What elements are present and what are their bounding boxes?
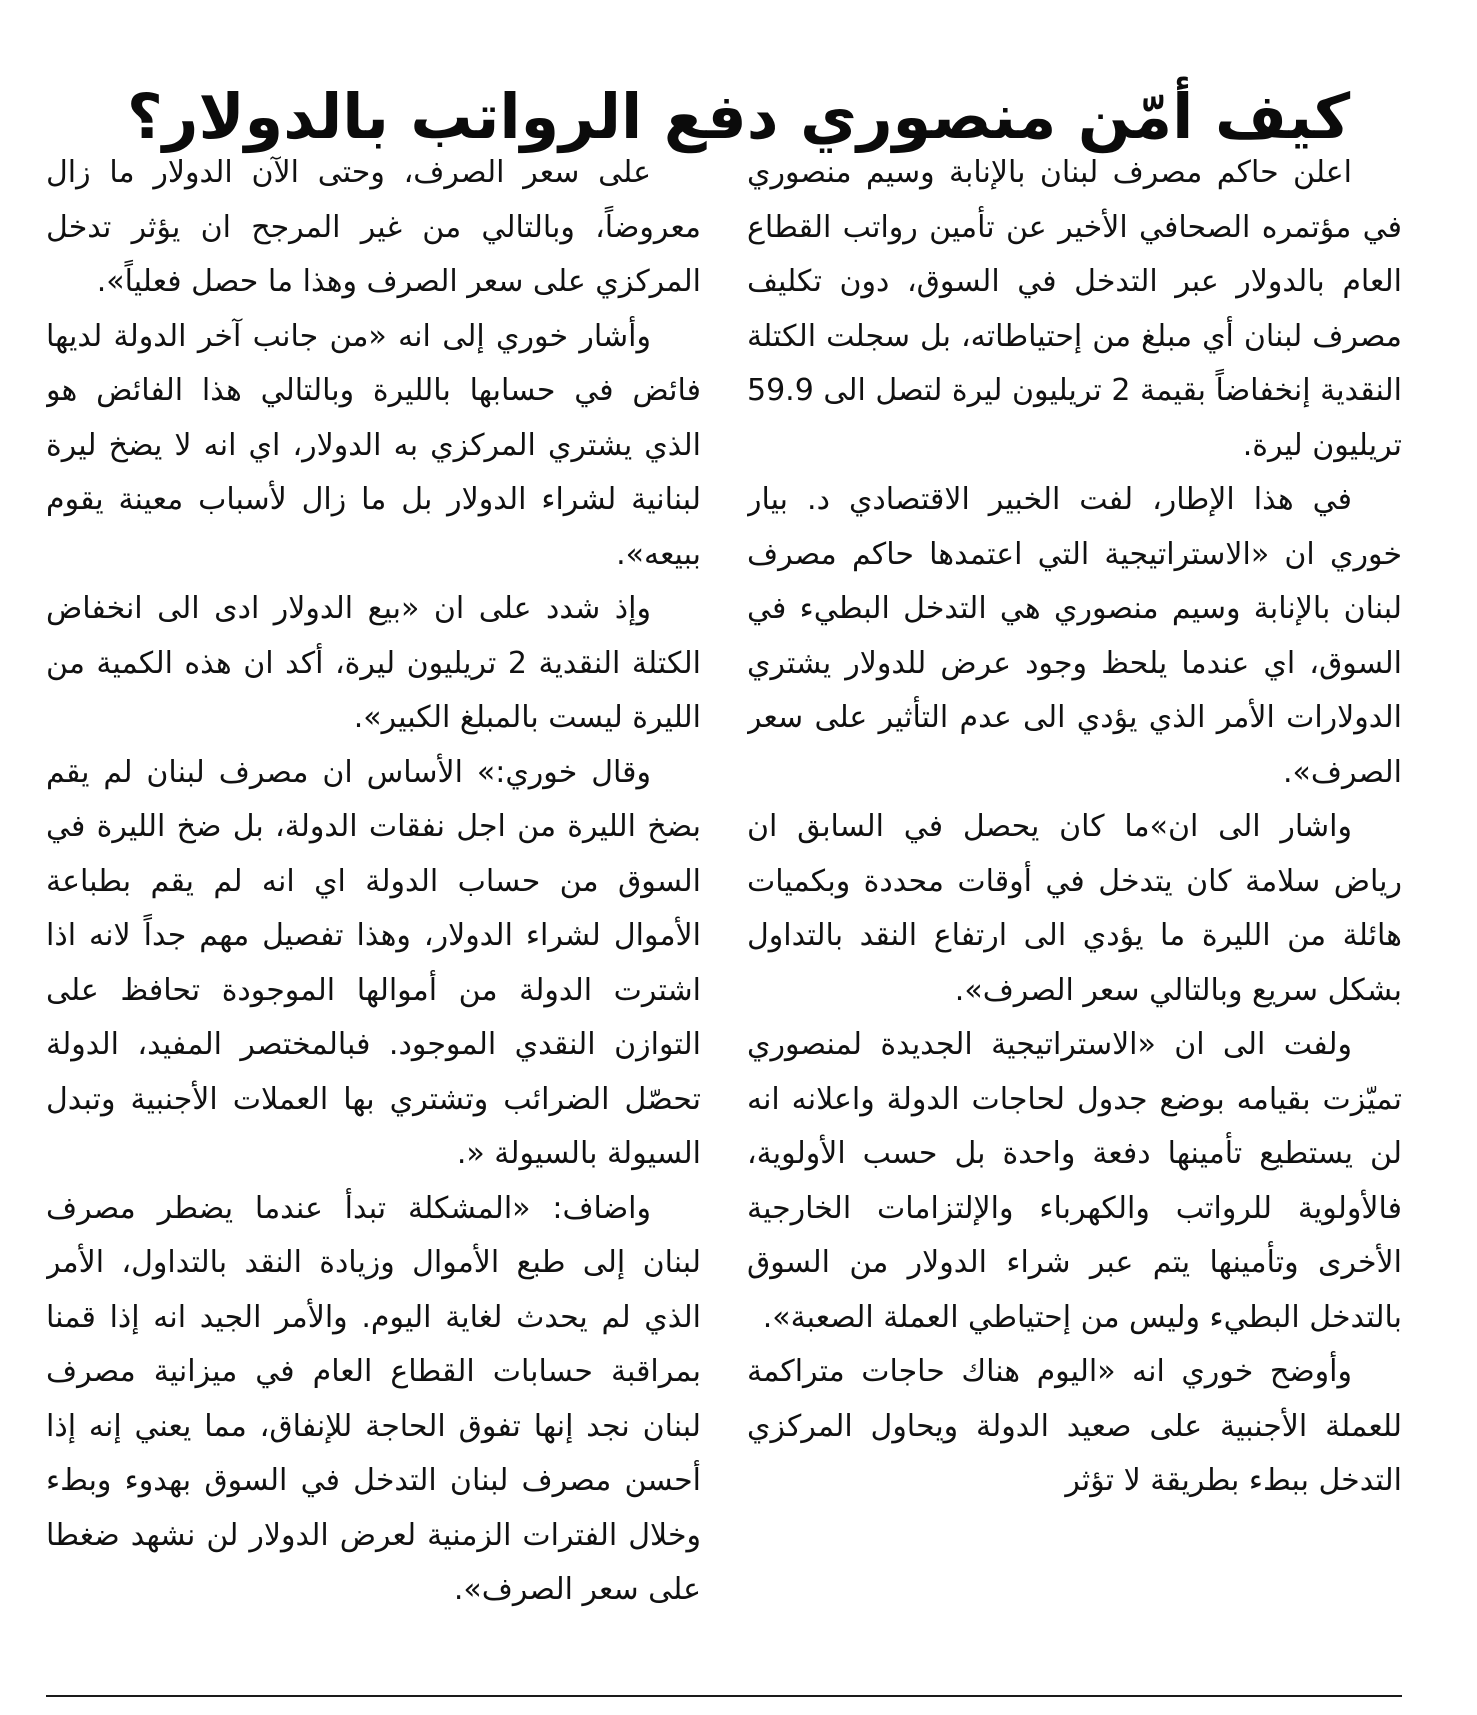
article-headline: كيف أمّن منصوري دفع الرواتب بالدولار؟ [126, 79, 1351, 153]
bottom-divider [46, 1695, 1402, 1697]
right-column [747, 146, 1402, 1666]
paragraph: على سعر الصرف، وحتى الآن الدولار ما زال معروضاً، وبالتالي من غير المرجح ان يؤثر تدخل المركزي على سعر الصرف وهذا ما حصل فعلياً». [46, 155, 701, 299]
paragraph: وقال خوري:» الأساس ان مصرف لبنان لم يقم بضخ الليرة من اجل نفقات الدولة، بل ضخ الليرة في السوق من حساب الدولة اي انه لم يقم بطباعة الأموال لشراء الدولار، وهذا تفصيل مهم جداً لانه اذا اشترت الدولة من أموالها الموجودة تحافظ على التوازن النقدي الموجود. فبالمختصر المفيد، الدولة تحصّل الضرائب وتشتري بها العملات الأجنبية وتبدل السيولة بالسيولة «. [46, 754, 701, 1171]
paragraph: ولفت الى ان «الاستراتيجية الجديدة لمنصوري تميّزت بقيامه بوضع جدول لحاجات الدولة واعلانه انه لن يستطيع تأمينها دفعة واحدة بل حسب الأولوية، فالأولوية للرواتب والكهرباء والإلتزامات الخارجية الأخرى وتأمينها يتم عبر شراء الدولار من السوق بالتدخل البطيء وليس من إحتياطي العملة الصعبة». [747, 1027, 1402, 1335]
article-body [46, 146, 1402, 1666]
paragraph: وأوضح خوري انه «اليوم هناك حاجات متراكمة للعملة الأجنبية على صعيد الدولة ويحاول المركزي التدخل ببطء بطريقة لا تؤثر [747, 1354, 1402, 1498]
paragraph: واشار الى ان»ما كان يحصل في السابق ان رياض سلامة كان يتدخل في أوقات محددة وبكميات هائلة من الليرة ما يؤدي الى ارتفاع النقد بالتداول بشكل سريع وبالتالي سعر الصرف». [747, 809, 1402, 1008]
paragraph: وإذ شدد على ان «بيع الدولار ادى الى انخفاض الكتلة النقدية 2 تريليون ليرة، أكد ان هذه الكمية من الليرة ليست بالمبلغ الكبير». [46, 591, 701, 735]
left-column [46, 146, 701, 1666]
paragraph: في هذا الإطار، لفت الخبير الاقتصادي د. بيار خوري ان «الاستراتيجية التي اعتمدها حاكم مصرف لبنان بالإنابة وسيم منصوري هي التدخل البطيء في السوق، اي عندما يلحظ وجود عرض للدولار يشتري الدولارات الأمر الذي يؤدي الى عدم التأثير على سعر الصرف». [747, 482, 1402, 790]
paragraph: اعلن حاكم مصرف لبنان بالإنابة وسيم منصوري في مؤتمره الصحافي الأخير عن تأمين رواتب القطاع العام بالدولار عبر التدخل في السوق، دون تكليف مصرف لبنان أي مبلغ من إحتياطاته، بل سجلت الكتلة النقدية إنخفاضاً بقيمة 2 تريليون ليرة لتصل الى 59.9 تريليون ليرة. [747, 155, 1402, 463]
paragraph: وأشار خوري إلى انه «من جانب آخر الدولة لديها فائض في حسابها بالليرة وبالتالي هذا الفائض هو الذي يشتري المركزي به الدولار، اي انه لا يضخ ليرة لبنانية لشراء الدولار بل ما زال لأسباب معينة يقوم ببيعه». [46, 318, 701, 572]
paragraph: واضاف: «المشكلة تبدأ عندما يضطر مصرف لبنان إلى طبع الأموال وزيادة النقد بالتداول، الأمر الذي لم يحدث لغاية اليوم. والأمر الجيد انه إذا قمنا بمراقبة حسابات القطاع العام في ميزانية مصرف لبنان نجد إنها تفوق الحاجة للإنفاق، مما يعني إنه إذا أحسن مصرف لبنان التدخل في السوق بهدوء وبطء وخلال الفترات الزمنية لعرض الدولار لن نشهد ضغطا على سعر الصرف». [46, 1190, 701, 1607]
